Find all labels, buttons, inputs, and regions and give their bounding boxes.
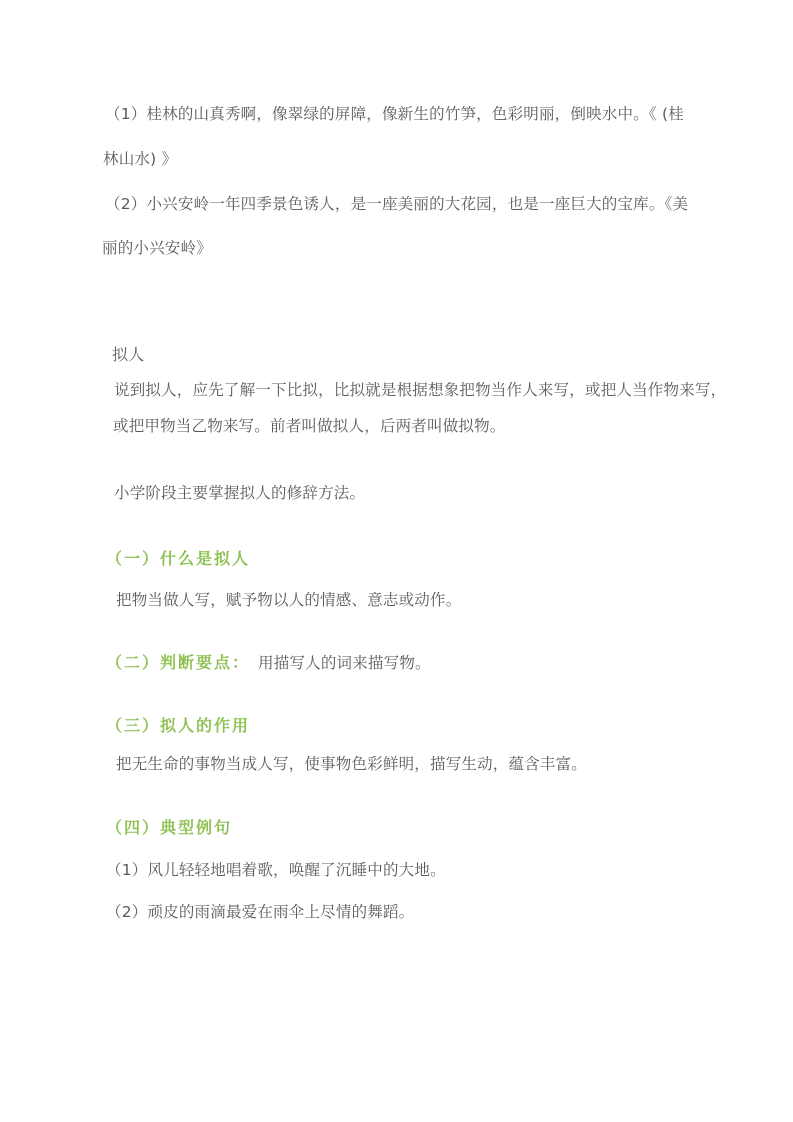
subsection-4-heading: （四）典型例句 <box>106 818 233 837</box>
example-quote-2-line-1: （2）小兴安岭一年四季景色诱人，是一座美丽的大花园，也是一座巨大的宝库。《美 <box>105 195 689 213</box>
example-quote-1-line-1: （1）桂林的山真秀啊，像翠绿的屏障，像新生的竹笋，色彩明丽，倒映水中。《 (桂 <box>105 105 684 123</box>
subsection-4-example-1: （1）风儿轻轻地唱着歌，唤醒了沉睡中的大地。 <box>106 861 446 879</box>
subsection-1-body: 把物当做人写，赋予物以人的情感、意志或动作。 <box>116 591 462 609</box>
example-quote-1-line-2: 林山水) 》 <box>103 150 178 168</box>
section-title: 拟人 <box>112 345 145 364</box>
subsection-3-body: 把无生命的事物当成人写，使事物色彩鲜明，描写生动，蕴含丰富。 <box>116 755 588 773</box>
intro-line-2: 或把甲物当乙物来写。前者叫做拟人，后两者叫做拟物。 <box>113 417 506 435</box>
note-paragraph: 小学阶段主要掌握拟人的修辞方法。 <box>114 484 366 502</box>
subsection-2-body: 用描写人的词来描写物。 <box>258 654 431 672</box>
subsection-2-heading: （二）判断要点： <box>106 653 251 672</box>
subsection-3-heading: （三）拟人的作用 <box>106 716 251 735</box>
subsection-2-row <box>106 652 431 674</box>
example-quote-2-line-2: 丽的小兴安岭》 <box>102 239 212 257</box>
intro-line-1: 说到拟人，应先了解一下比拟，比拟就是根据想象把物当作人来写，或把人当作物来写， <box>114 381 727 399</box>
subsection-1-heading: （一）什么是拟人 <box>106 549 251 568</box>
subsection-4-example-2: （2）顽皮的雨滴最爱在雨伞上尽情的舞蹈。 <box>106 903 415 921</box>
